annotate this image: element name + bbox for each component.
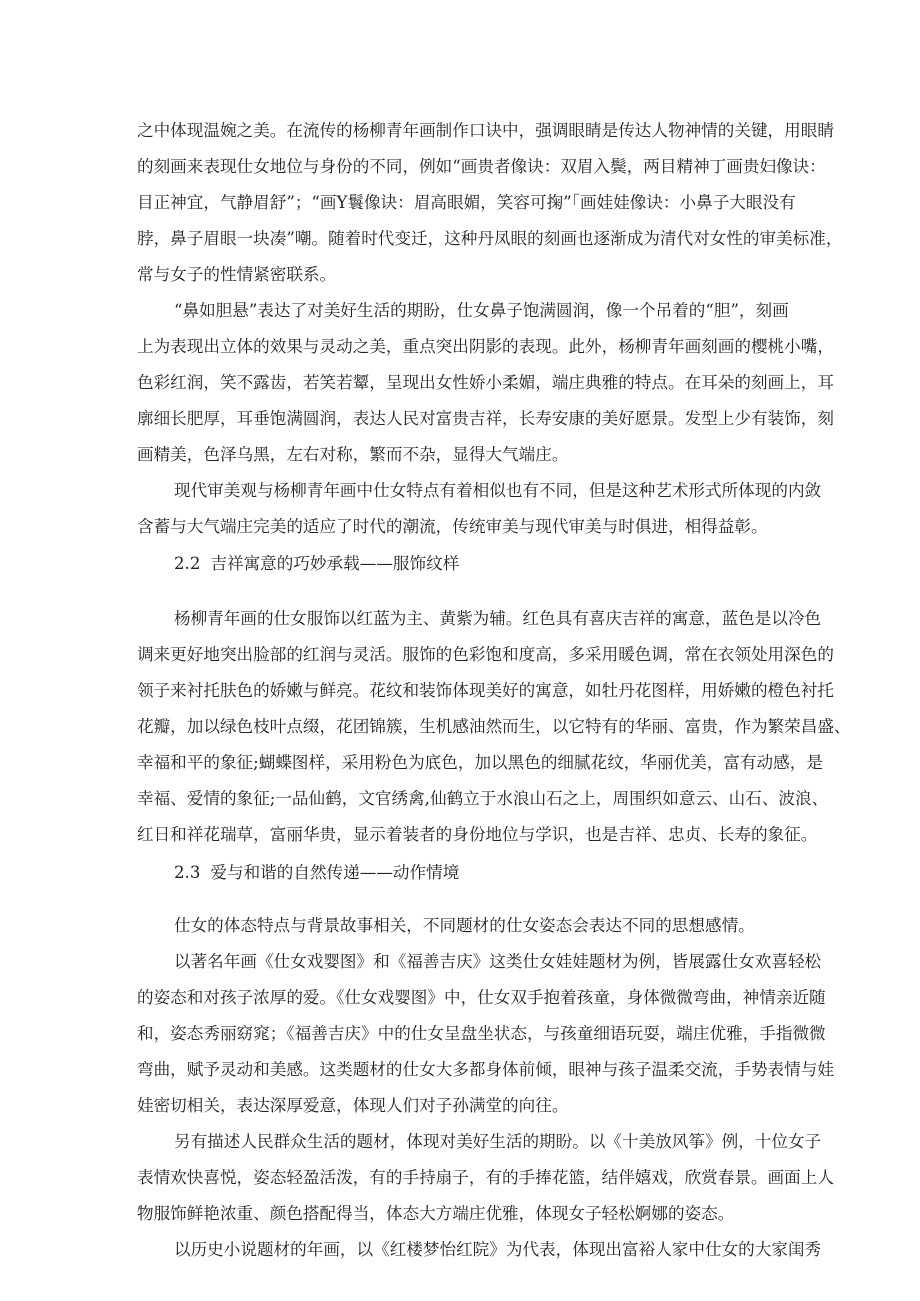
text-line: 红日和祥花瑞草，富丽华贵，显示着装者的身份地位与学识，也是吉祥、忠贞、长寿的象征。 — [137, 825, 818, 844]
text-line: 色彩红润，笑不露齿，若笑若颦，呈现出女性娇小柔媚，端庄典雅的特点。在耳朵的刻画上，耳 — [137, 373, 834, 392]
text-line: 画精美，色泽乌黑，左右对称，繁而不杂，显得大气端庄。 — [137, 445, 569, 464]
text-line: 花瓣，加以绿色枝叶点缀，花团锦簇，生机感油然而生，以它特有的华丽、富贵，作为繁荣昌盛、 — [137, 717, 851, 736]
text-line: 幸福、爱情的象征;一品仙鹤，文官绣禽,仙鹤立于水浪山石之上，周围织如意云、山石、波浪、 — [137, 789, 829, 808]
text-line: 廓细长肥厚，耳垂饱满圆润，表达人民对富贵吉祥，长寿安康的美好愿景。发型上少有装饰，刻 — [137, 409, 834, 428]
section-heading — [174, 546, 797, 582]
text-line: 娃密切相关，表达深厚爱意，体现人们对子孙满堂的向往。 — [137, 1096, 569, 1115]
section-number: 2.3 — [174, 863, 201, 882]
text-line: 领子来衬托肤色的娇嫩与鲜亮。花纹和装饰体现美好的寓意，如牡丹花图样，用娇嫩的橙色衬托 — [137, 681, 834, 700]
text-line: 调来更好地突出脸部的红润与灵活。服饰的色彩饱和度高，多采用暖色调，常在衣领处用深色的 — [137, 645, 834, 664]
text-line: “鼻如胆悬”表达了对美好生活的期盼，仕女鼻子饱满圆润，像一个吊着的“胆”，刻画 — [174, 301, 789, 320]
text-line: 常与女子的性情紧密联系。 — [137, 265, 337, 284]
text-line: 以历史小说题材的年画，以《红楼梦怡红院》为代表，体现出富裕人家中仕女的大家闺秀 — [174, 1240, 822, 1259]
text-line: 表情欢快喜悦，姿态轻盈活泼，有的手持扇子，有的手捧花篮，结伴嬉戏，欣赏春景。画面上人 — [137, 1168, 834, 1187]
text-line: 物服饰鲜艳浓重、颜色搭配得当，体态大方端庄优雅，体现女子轻松婀娜的姿态。 — [137, 1204, 735, 1223]
text-line: 目正神宜，气静眉舒”；“画Y鬟像诀：眉高眼媚，笑容可掬”「画娃娃像诀：小鼻子大眼没有 — [137, 193, 796, 212]
text-line: 仕女的体态特点与背景故事相关，不同题材的仕女姿态会表达不同的思想感情。 — [174, 916, 755, 935]
text-line: 幸福和平的象征;蝴蝶图样，采用粉色为底色，加以黑色的细腻花纹，华丽优美，富有动感，是 — [137, 753, 823, 772]
text-line: 的姿态和对孩子浓厚的爱。《仕女戏婴图》中，仕女双手抱着孩童，身体微微弯曲，神情亲近随 — [137, 988, 826, 1007]
text-line: 脖，鼻子眉眼一块凑”嘲。随着时代变迁，这种丹凤眼的刻画也逐渐成为清代对女性的审美标准， — [137, 229, 843, 248]
text-line: 之中体现温婉之美。在流传的杨柳青年画制作口诀中，强调眼睛是传达人物神情的关键，用眼睛 — [137, 121, 834, 140]
section-number: 2.2 — [174, 554, 201, 573]
text-line: 弯曲，赋予灵动和美感。这类题材的仕女大多都身体前倾，眼神与孩子温柔交流，手势表情与娃 — [137, 1060, 834, 1079]
section-heading — [174, 855, 797, 891]
text-line: 另有描述人民群众生活的题材，体现对美好生活的期盼。以《十美放风筝》例，十位女子 — [174, 1132, 822, 1151]
text-line: 含蓄与大气端庄完美的适应了时代的潮流，传统审美与现代审美与时俱进，相得益彰。 — [137, 517, 768, 536]
text-line: 以著名年画《仕女戏婴图》和《福善吉庆》这类仕女娃娃题材为例，皆展露仕女欢喜轻松 — [174, 952, 822, 971]
section-title: 爱与和谐的自然传递——动作情境 — [210, 863, 460, 882]
text-line: 杨柳青年画的仕女服饰以红蓝为主、黄紫为辅。红色具有喜庆吉祥的寓意，蓝色是以冷色 — [174, 609, 822, 628]
text-line: 上为表现出立体的效果与灵动之美，重点突出阴影的表现。此外，杨柳青年画刻画的樱桃小嘴， — [137, 337, 834, 356]
text-line: 的刻画来表现仕女地位与身份的不同，例如“画贵者像诀：双眉入鬓，两目精神丁画贵妇像诀： — [137, 157, 826, 176]
text-line: 现代审美观与杨柳青年画中仕女特点有着相似也有不同，但是这种艺术形式所体现的内敛 — [174, 481, 822, 500]
section-title: 吉祥寓意的巧妙承载——服饰纹样 — [210, 554, 460, 573]
text-line: 和，姿态秀丽窈窕；《福善吉庆》中的仕女呈盘坐状态，与孩童细语玩耍，端庄优雅，手指微微 — [137, 1024, 826, 1043]
